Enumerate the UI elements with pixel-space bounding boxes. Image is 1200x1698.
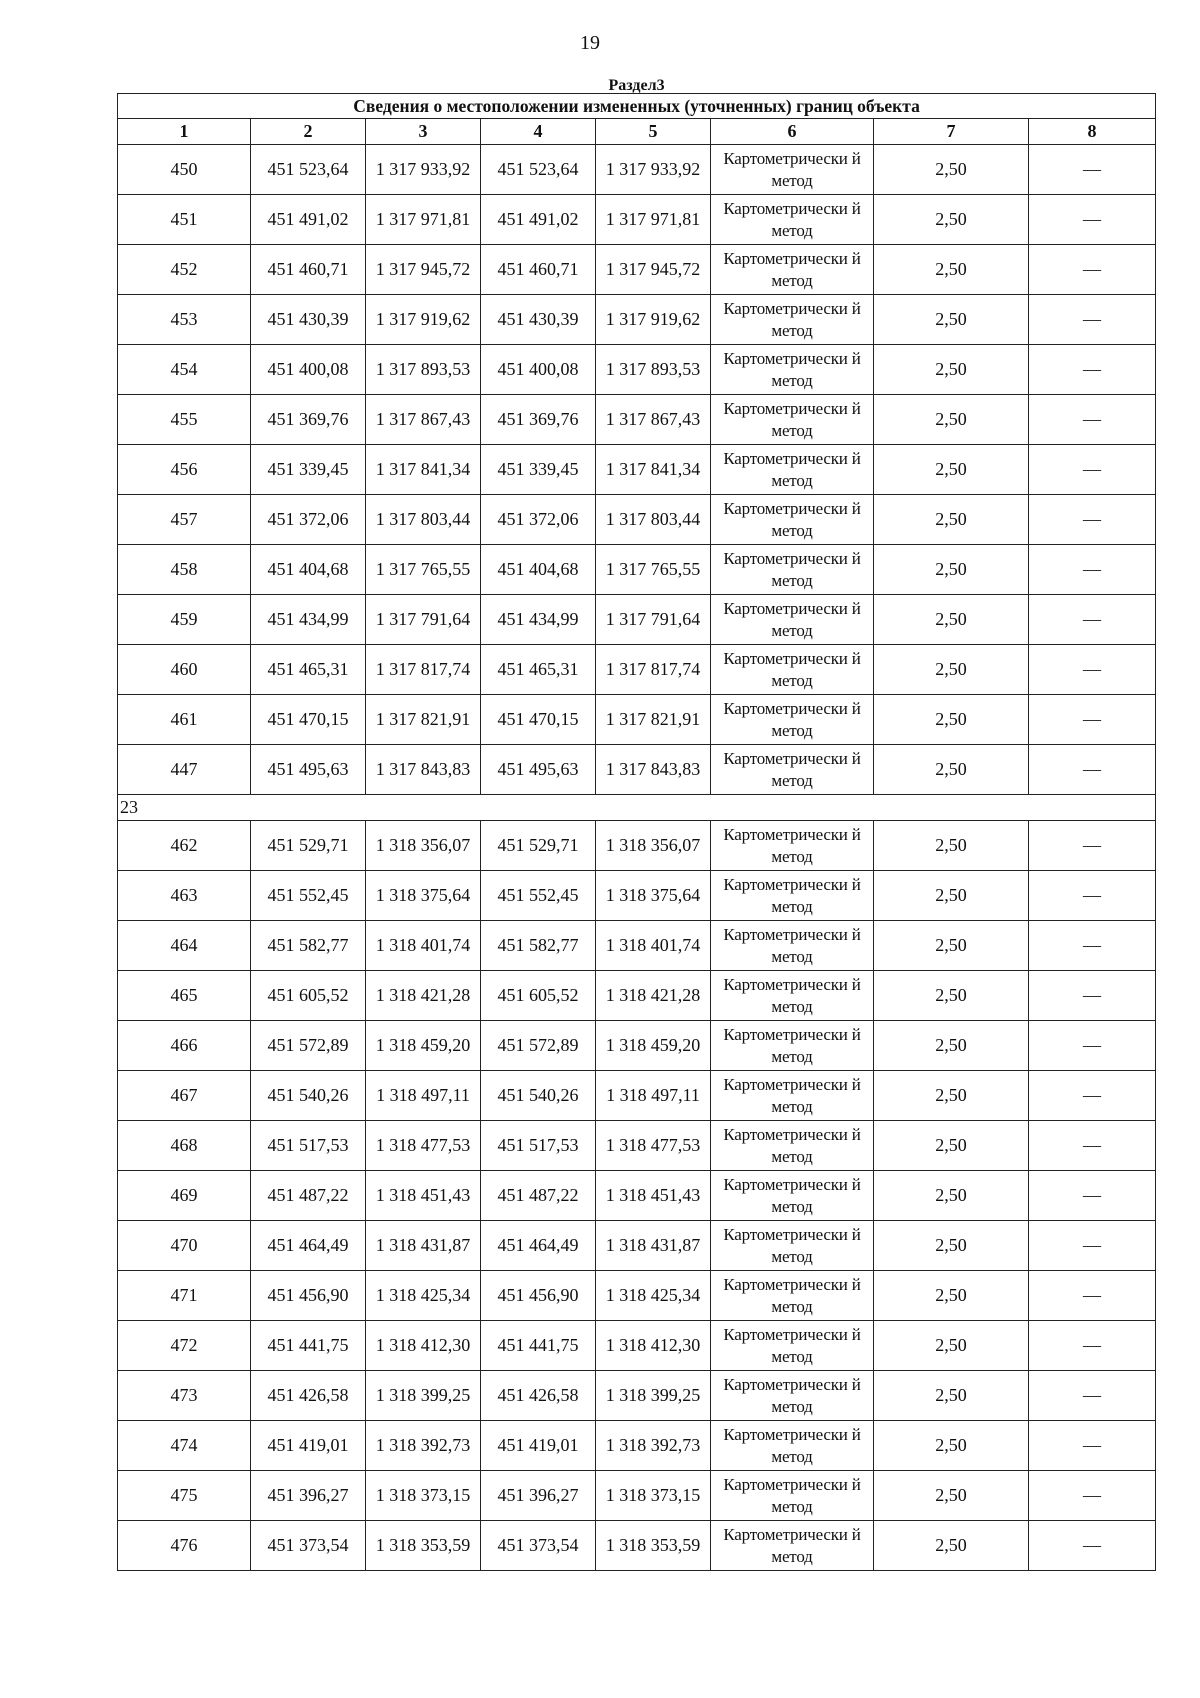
- section-heading-row: [118, 80, 1156, 94]
- table-row: [118, 1071, 1156, 1121]
- mean-square-error: 2,50: [874, 1221, 1029, 1271]
- y-coordinate-existing: 1 317 765,55: [366, 545, 481, 595]
- mean-square-error: 2,50: [874, 445, 1029, 495]
- x-coordinate-refined: 451 470,15: [481, 695, 596, 745]
- mean-square-error: 2,50: [874, 921, 1029, 971]
- y-coordinate-existing: 1 317 893,53: [366, 345, 481, 395]
- point-number: 474: [118, 1421, 251, 1471]
- determination-method: Картометрически й метод: [711, 1371, 874, 1421]
- point-description: —: [1029, 1221, 1156, 1271]
- determination-method: Картометрически й метод: [711, 495, 874, 545]
- mean-square-error: 2,50: [874, 245, 1029, 295]
- x-coordinate-refined: 451 426,58: [481, 1371, 596, 1421]
- point-number: 462: [118, 821, 251, 871]
- x-coordinate-existing: 451 400,08: [251, 345, 366, 395]
- point-description: —: [1029, 1021, 1156, 1071]
- x-coordinate-refined: 451 465,31: [481, 645, 596, 695]
- y-coordinate-existing: 1 317 867,43: [366, 395, 481, 445]
- determination-method: Картометрически й метод: [711, 1071, 874, 1121]
- boundary-coordinates-table: [117, 77, 1156, 1571]
- y-coordinate-refined: 1 318 356,07: [596, 821, 711, 871]
- determination-method: Картометрически й метод: [711, 345, 874, 395]
- point-number: 460: [118, 645, 251, 695]
- point-number: 464: [118, 921, 251, 971]
- point-description: —: [1029, 745, 1156, 795]
- table-row: [118, 1271, 1156, 1321]
- table-title: Сведения о местоположении измененных (уточненных) границ объекта: [118, 94, 1156, 119]
- determination-method: Картометрически й метод: [711, 1271, 874, 1321]
- point-number: 465: [118, 971, 251, 1021]
- x-coordinate-existing: 451 605,52: [251, 971, 366, 1021]
- table-row: [118, 1471, 1156, 1521]
- mean-square-error: 2,50: [874, 1321, 1029, 1371]
- y-coordinate-existing: 1 318 373,15: [366, 1471, 481, 1521]
- point-number: 472: [118, 1321, 251, 1371]
- point-description: —: [1029, 821, 1156, 871]
- mean-square-error: 2,50: [874, 495, 1029, 545]
- determination-method: Картометрически й метод: [711, 1471, 874, 1521]
- mean-square-error: 2,50: [874, 1421, 1029, 1471]
- y-coordinate-refined: 1 317 803,44: [596, 495, 711, 545]
- point-description: —: [1029, 1171, 1156, 1221]
- point-description: —: [1029, 445, 1156, 495]
- determination-method: Картометрически й метод: [711, 395, 874, 445]
- y-coordinate-refined: 1 317 791,64: [596, 595, 711, 645]
- y-coordinate-existing: 1 318 412,30: [366, 1321, 481, 1371]
- x-coordinate-existing: 451 523,64: [251, 145, 366, 195]
- table-row: [118, 871, 1156, 921]
- table-row: [118, 971, 1156, 1021]
- point-number: 456: [118, 445, 251, 495]
- x-coordinate-refined: 451 404,68: [481, 545, 596, 595]
- mean-square-error: 2,50: [874, 971, 1029, 1021]
- y-coordinate-existing: 1 317 843,83: [366, 745, 481, 795]
- point-number: 476: [118, 1521, 251, 1571]
- determination-method: Картометрически й метод: [711, 445, 874, 495]
- x-coordinate-refined: 451 605,52: [481, 971, 596, 1021]
- y-coordinate-refined: 1 317 841,34: [596, 445, 711, 495]
- y-coordinate-refined: 1 317 765,55: [596, 545, 711, 595]
- x-coordinate-existing: 451 491,02: [251, 195, 366, 245]
- point-description: —: [1029, 495, 1156, 545]
- contour-group-row: [118, 795, 1156, 821]
- y-coordinate-refined: 1 317 867,43: [596, 395, 711, 445]
- x-coordinate-refined: 451 529,71: [481, 821, 596, 871]
- table-row: [118, 295, 1156, 345]
- determination-method: Картометрически й метод: [711, 821, 874, 871]
- x-coordinate-existing: 451 470,15: [251, 695, 366, 745]
- table-row: [118, 1171, 1156, 1221]
- y-coordinate-refined: 1 317 933,92: [596, 145, 711, 195]
- x-coordinate-existing: 451 517,53: [251, 1121, 366, 1171]
- table-row: [118, 645, 1156, 695]
- y-coordinate-existing: 1 317 791,64: [366, 595, 481, 645]
- determination-method: Картометрически й метод: [711, 1521, 874, 1571]
- x-coordinate-refined: 451 495,63: [481, 745, 596, 795]
- y-coordinate-refined: 1 318 401,74: [596, 921, 711, 971]
- column-header: 7: [874, 119, 1029, 145]
- point-number: 453: [118, 295, 251, 345]
- x-coordinate-existing: 451 456,90: [251, 1271, 366, 1321]
- point-number: 447: [118, 745, 251, 795]
- determination-method: Картометрически й метод: [711, 971, 874, 1021]
- y-coordinate-refined: 1 317 945,72: [596, 245, 711, 295]
- point-number: 459: [118, 595, 251, 645]
- mean-square-error: 2,50: [874, 395, 1029, 445]
- point-number: 475: [118, 1471, 251, 1521]
- point-number: 452: [118, 245, 251, 295]
- table-row: [118, 495, 1156, 545]
- y-coordinate-refined: 1 317 817,74: [596, 645, 711, 695]
- point-number: 455: [118, 395, 251, 445]
- column-header: 4: [481, 119, 596, 145]
- contour-number: 23: [118, 795, 1156, 821]
- x-coordinate-refined: 451 419,01: [481, 1421, 596, 1471]
- determination-method: Картометрически й метод: [711, 695, 874, 745]
- mean-square-error: 2,50: [874, 195, 1029, 245]
- y-coordinate-refined: 1 318 459,20: [596, 1021, 711, 1071]
- determination-method: Картометрически й метод: [711, 145, 874, 195]
- y-coordinate-refined: 1 317 821,91: [596, 695, 711, 745]
- mean-square-error: 2,50: [874, 645, 1029, 695]
- y-coordinate-existing: 1 318 421,28: [366, 971, 481, 1021]
- table-row: [118, 595, 1156, 645]
- mean-square-error: 2,50: [874, 1271, 1029, 1321]
- x-coordinate-existing: 451 373,54: [251, 1521, 366, 1571]
- section-title: Раздел3: [608, 77, 665, 94]
- table-row: [118, 1021, 1156, 1071]
- x-coordinate-existing: 451 552,45: [251, 871, 366, 921]
- x-coordinate-refined: 451 456,90: [481, 1271, 596, 1321]
- mean-square-error: 2,50: [874, 1071, 1029, 1121]
- point-description: —: [1029, 1471, 1156, 1521]
- y-coordinate-existing: 1 318 353,59: [366, 1521, 481, 1571]
- x-coordinate-existing: 451 339,45: [251, 445, 366, 495]
- determination-method: Картометрически й метод: [711, 195, 874, 245]
- determination-method: Картометрически й метод: [711, 871, 874, 921]
- y-coordinate-existing: 1 318 401,74: [366, 921, 481, 971]
- mean-square-error: 2,50: [874, 871, 1029, 921]
- mean-square-error: 2,50: [874, 695, 1029, 745]
- point-description: —: [1029, 695, 1156, 745]
- point-number: 454: [118, 345, 251, 395]
- x-coordinate-existing: 451 572,89: [251, 1021, 366, 1071]
- y-coordinate-refined: 1 317 919,62: [596, 295, 711, 345]
- column-header: 3: [366, 119, 481, 145]
- mean-square-error: 2,50: [874, 1521, 1029, 1571]
- x-coordinate-existing: 451 434,99: [251, 595, 366, 645]
- y-coordinate-refined: 1 317 971,81: [596, 195, 711, 245]
- x-coordinate-existing: 451 372,06: [251, 495, 366, 545]
- table-row: [118, 345, 1156, 395]
- y-coordinate-existing: 1 318 425,34: [366, 1271, 481, 1321]
- determination-method: Картометрически й метод: [711, 1171, 874, 1221]
- x-coordinate-existing: 451 441,75: [251, 1321, 366, 1371]
- mean-square-error: 2,50: [874, 145, 1029, 195]
- point-description: —: [1029, 645, 1156, 695]
- determination-method: Картометрически й метод: [711, 595, 874, 645]
- point-number: 458: [118, 545, 251, 595]
- y-coordinate-refined: 1 318 373,15: [596, 1471, 711, 1521]
- table-row: [118, 395, 1156, 445]
- determination-method: Картометрически й метод: [711, 645, 874, 695]
- x-coordinate-refined: 451 339,45: [481, 445, 596, 495]
- point-description: —: [1029, 1521, 1156, 1571]
- x-coordinate-refined: 451 396,27: [481, 1471, 596, 1521]
- y-coordinate-existing: 1 318 399,25: [366, 1371, 481, 1421]
- column-header: 1: [118, 119, 251, 145]
- point-description: —: [1029, 395, 1156, 445]
- y-coordinate-refined: 1 317 893,53: [596, 345, 711, 395]
- table-row: [118, 695, 1156, 745]
- column-header: 5: [596, 119, 711, 145]
- x-coordinate-refined: 451 572,89: [481, 1021, 596, 1071]
- column-header-row: [118, 119, 1156, 145]
- point-description: —: [1029, 145, 1156, 195]
- point-description: —: [1029, 871, 1156, 921]
- y-coordinate-existing: 1 317 803,44: [366, 495, 481, 545]
- x-coordinate-existing: 451 430,39: [251, 295, 366, 345]
- x-coordinate-refined: 451 460,71: [481, 245, 596, 295]
- y-coordinate-existing: 1 317 817,74: [366, 645, 481, 695]
- y-coordinate-existing: 1 317 971,81: [366, 195, 481, 245]
- y-coordinate-refined: 1 318 451,43: [596, 1171, 711, 1221]
- x-coordinate-refined: 451 523,64: [481, 145, 596, 195]
- table-row: [118, 1221, 1156, 1271]
- x-coordinate-existing: 451 460,71: [251, 245, 366, 295]
- x-coordinate-refined: 451 400,08: [481, 345, 596, 395]
- determination-method: Картометрически й метод: [711, 921, 874, 971]
- point-number: 466: [118, 1021, 251, 1071]
- table-row: [118, 1121, 1156, 1171]
- mean-square-error: 2,50: [874, 545, 1029, 595]
- point-description: —: [1029, 345, 1156, 395]
- y-coordinate-refined: 1 318 392,73: [596, 1421, 711, 1471]
- determination-method: Картометрически й метод: [711, 745, 874, 795]
- x-coordinate-existing: 451 396,27: [251, 1471, 366, 1521]
- mean-square-error: 2,50: [874, 295, 1029, 345]
- mean-square-error: 2,50: [874, 345, 1029, 395]
- y-coordinate-refined: 1 318 477,53: [596, 1121, 711, 1171]
- y-coordinate-refined: 1 318 431,87: [596, 1221, 711, 1271]
- y-coordinate-existing: 1 318 356,07: [366, 821, 481, 871]
- x-coordinate-existing: 451 426,58: [251, 1371, 366, 1421]
- point-number: 467: [118, 1071, 251, 1121]
- y-coordinate-existing: 1 318 431,87: [366, 1221, 481, 1271]
- y-coordinate-refined: 1 318 399,25: [596, 1371, 711, 1421]
- table-row: [118, 545, 1156, 595]
- table-row: [118, 1321, 1156, 1371]
- y-coordinate-existing: 1 317 933,92: [366, 145, 481, 195]
- mean-square-error: 2,50: [874, 1021, 1029, 1071]
- table-row: [118, 245, 1156, 295]
- point-description: —: [1029, 195, 1156, 245]
- column-header: 2: [251, 119, 366, 145]
- x-coordinate-existing: 451 529,71: [251, 821, 366, 871]
- determination-method: Картометрически й метод: [711, 545, 874, 595]
- point-number: 468: [118, 1121, 251, 1171]
- determination-method: Картометрически й метод: [711, 1021, 874, 1071]
- x-coordinate-refined: 451 441,75: [481, 1321, 596, 1371]
- x-coordinate-existing: 451 495,63: [251, 745, 366, 795]
- x-coordinate-refined: 451 372,06: [481, 495, 596, 545]
- y-coordinate-existing: 1 318 451,43: [366, 1171, 481, 1221]
- x-coordinate-existing: 451 464,49: [251, 1221, 366, 1271]
- x-coordinate-refined: 451 517,53: [481, 1121, 596, 1171]
- table-title-row: [118, 94, 1156, 119]
- x-coordinate-refined: 451 430,39: [481, 295, 596, 345]
- mean-square-error: 2,50: [874, 1121, 1029, 1171]
- mean-square-error: 2,50: [874, 1371, 1029, 1421]
- x-coordinate-refined: 451 540,26: [481, 1071, 596, 1121]
- point-description: —: [1029, 595, 1156, 645]
- y-coordinate-refined: 1 318 497,11: [596, 1071, 711, 1121]
- determination-method: Картометрически й метод: [711, 1221, 874, 1271]
- y-coordinate-existing: 1 317 919,62: [366, 295, 481, 345]
- point-description: —: [1029, 921, 1156, 971]
- y-coordinate-refined: 1 318 425,34: [596, 1271, 711, 1321]
- y-coordinate-existing: 1 317 821,91: [366, 695, 481, 745]
- determination-method: Картометрически й метод: [711, 295, 874, 345]
- x-coordinate-refined: 451 487,22: [481, 1171, 596, 1221]
- determination-method: Картометрически й метод: [711, 1421, 874, 1471]
- x-coordinate-existing: 451 419,01: [251, 1421, 366, 1471]
- table-row: [118, 145, 1156, 195]
- point-description: —: [1029, 1271, 1156, 1321]
- x-coordinate-existing: 451 465,31: [251, 645, 366, 695]
- point-description: —: [1029, 971, 1156, 1021]
- table-row: [118, 195, 1156, 245]
- table-row: [118, 445, 1156, 495]
- point-number: 463: [118, 871, 251, 921]
- x-coordinate-refined: 451 464,49: [481, 1221, 596, 1271]
- point-description: —: [1029, 1121, 1156, 1171]
- point-number: 457: [118, 495, 251, 545]
- point-description: —: [1029, 1371, 1156, 1421]
- table-row: [118, 921, 1156, 971]
- x-coordinate-refined: 451 491,02: [481, 195, 596, 245]
- x-coordinate-existing: 451 404,68: [251, 545, 366, 595]
- table-row: [118, 745, 1156, 795]
- y-coordinate-existing: 1 317 945,72: [366, 245, 481, 295]
- mean-square-error: 2,50: [874, 1471, 1029, 1521]
- determination-method: Картометрически й метод: [711, 1321, 874, 1371]
- point-number: 451: [118, 195, 251, 245]
- point-description: —: [1029, 545, 1156, 595]
- y-coordinate-refined: 1 318 375,64: [596, 871, 711, 921]
- y-coordinate-existing: 1 317 841,34: [366, 445, 481, 495]
- x-coordinate-existing: 451 369,76: [251, 395, 366, 445]
- x-coordinate-refined: 451 552,45: [481, 871, 596, 921]
- point-number: 470: [118, 1221, 251, 1271]
- y-coordinate-refined: 1 318 412,30: [596, 1321, 711, 1371]
- column-header: 8: [1029, 119, 1156, 145]
- point-description: —: [1029, 1071, 1156, 1121]
- y-coordinate-refined: 1 317 843,83: [596, 745, 711, 795]
- y-coordinate-refined: 1 318 353,59: [596, 1521, 711, 1571]
- x-coordinate-existing: 451 487,22: [251, 1171, 366, 1221]
- mean-square-error: 2,50: [874, 821, 1029, 871]
- x-coordinate-refined: 451 369,76: [481, 395, 596, 445]
- point-description: —: [1029, 245, 1156, 295]
- point-number: 469: [118, 1171, 251, 1221]
- mean-square-error: 2,50: [874, 595, 1029, 645]
- column-header: 6: [711, 119, 874, 145]
- table-row: [118, 1371, 1156, 1421]
- point-number: 461: [118, 695, 251, 745]
- mean-square-error: 2,50: [874, 1171, 1029, 1221]
- determination-method: Картометрически й метод: [711, 245, 874, 295]
- table-row: [118, 1421, 1156, 1471]
- x-coordinate-existing: 451 540,26: [251, 1071, 366, 1121]
- point-description: —: [1029, 1321, 1156, 1371]
- point-number: 473: [118, 1371, 251, 1421]
- x-coordinate-refined: 451 434,99: [481, 595, 596, 645]
- point-description: —: [1029, 295, 1156, 345]
- mean-square-error: 2,50: [874, 745, 1029, 795]
- table-row: [118, 821, 1156, 871]
- table-row: [118, 1521, 1156, 1571]
- point-number: 471: [118, 1271, 251, 1321]
- y-coordinate-existing: 1 318 392,73: [366, 1421, 481, 1471]
- y-coordinate-existing: 1 318 497,11: [366, 1071, 481, 1121]
- y-coordinate-existing: 1 318 477,53: [366, 1121, 481, 1171]
- y-coordinate-existing: 1 318 375,64: [366, 871, 481, 921]
- determination-method: Картометрически й метод: [711, 1121, 874, 1171]
- x-coordinate-existing: 451 582,77: [251, 921, 366, 971]
- point-number: 450: [118, 145, 251, 195]
- point-description: —: [1029, 1421, 1156, 1471]
- x-coordinate-refined: 451 373,54: [481, 1521, 596, 1571]
- x-coordinate-refined: 451 582,77: [481, 921, 596, 971]
- page-number: 19: [580, 32, 600, 54]
- y-coordinate-refined: 1 318 421,28: [596, 971, 711, 1021]
- y-coordinate-existing: 1 318 459,20: [366, 1021, 481, 1071]
